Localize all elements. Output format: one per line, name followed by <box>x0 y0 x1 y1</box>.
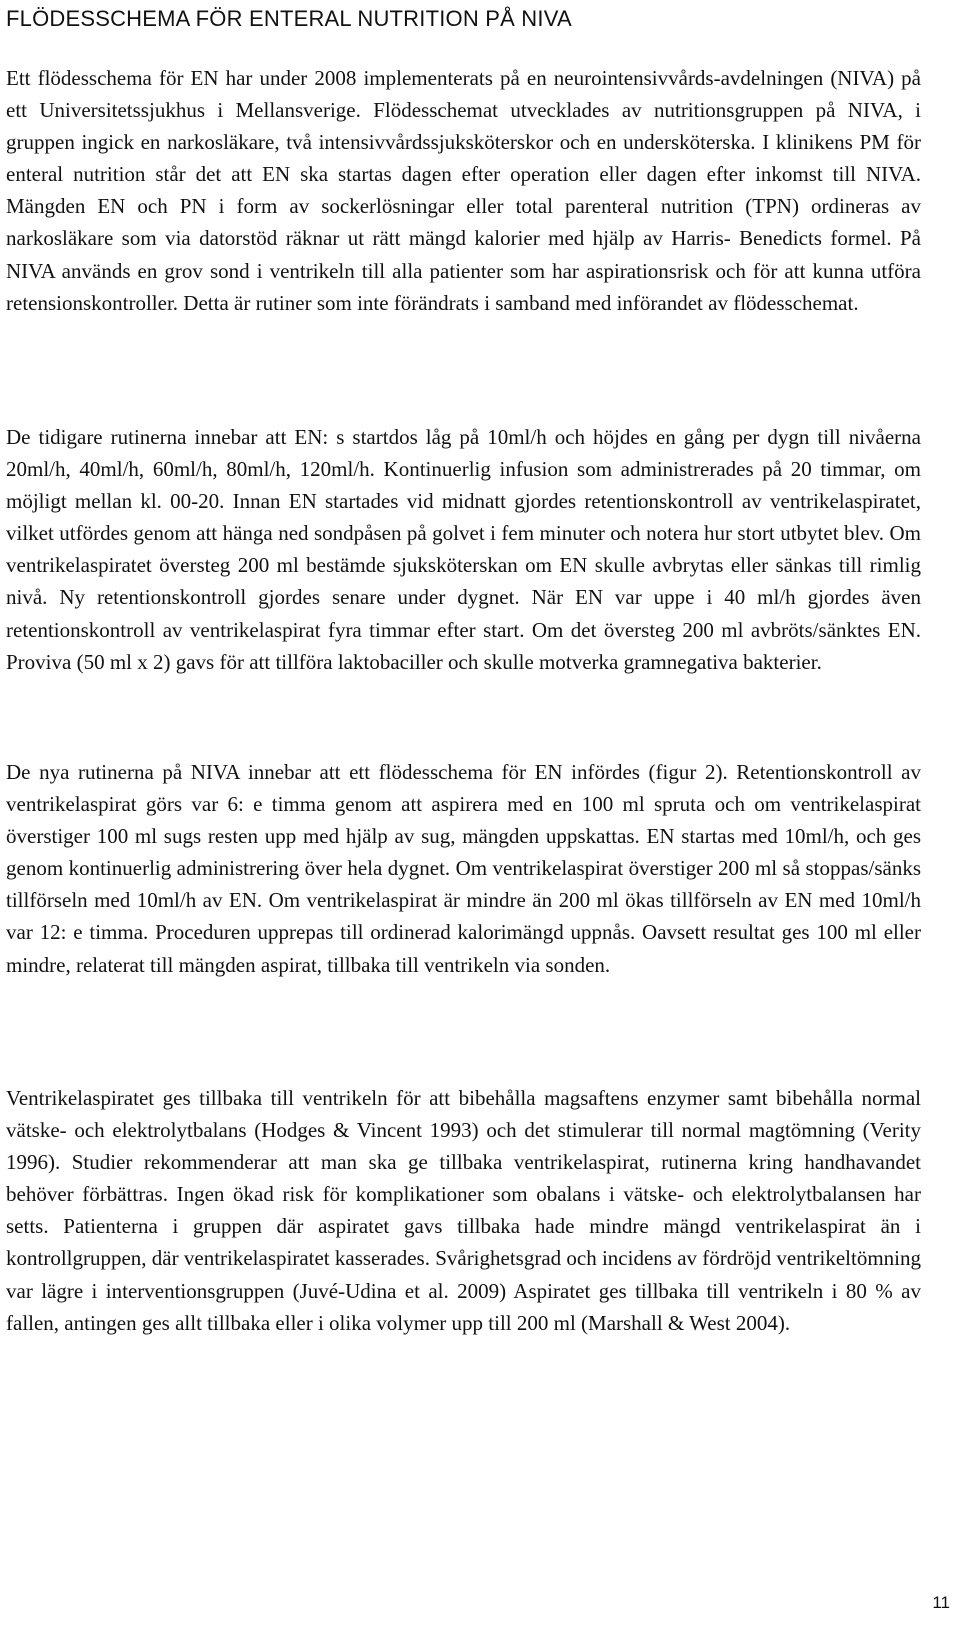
page-number: 11 <box>932 1593 950 1612</box>
body-paragraph-intro: Ett flödesschema för EN har under 2008 implementerats på en neurointensivvårds-avdelningen (NIVA) på ett Universitetssjukhus i Mellansverige. Flödesschemat utvecklades av nutritionsgruppen på NIVA, i gruppen ingick en narkosläkare, två intensivvårdssjuksköterskor och en undersköterska. I klinikens PM för enteral nutrition står det att EN ska startas dagen efter operation eller dagen efter inkomst till NIVA. Mängden EN och PN i form av sockerlösningar eller total parenteral nutrition (TPN) ordineras av narkosläkare som via datorstöd räknar ut rätt mängd kalorier med hjälp av Harris- Benedicts formel. På NIVA används en grov sond i ventrikeln till alla patienter som har aspirationsrisk och för att kunna utföra retensionskontroller. Detta är rutiner som inte förändrats i samband med införandet av flödesschemat. <box>6 66 921 315</box>
body-paragraph-new-routines: De nya rutinerna på NIVA innebar att ett flödesschema för EN infördes (figur 2). Retentionskontroll av ventrikelaspirat görs var 6: e timma genom att aspirera med en 100 ml spruta och om ventrikelaspirat överstiger 100 ml sugs resten upp med hjälp av sug, mängden uppskattas. EN startas med 10ml/h, och ges genom kontinuerlig administrering över hela dygnet. Om ventrikelaspirat överstiger 200 ml så stoppas/sänks tillförseln med 10ml/h av EN. Om ventrikelaspirat är mindre än 200 ml ökas tillförseln av EN med 10ml/h var 12: e timma. Proceduren upprepas till ordinerad kalorimängd uppnås. Oavsett resultat ges 100 ml eller mindre, relaterat till mängden aspirat, tillbaka till ventrikeln via sonden. <box>6 760 921 977</box>
body-paragraph-previous-routines: De tidigare rutinerna innebar att EN: s startdos låg på 10ml/h och höjdes en gång per dygn till nivåerna 20ml/h, 40ml/h, 60ml/h, 80ml/h, 120ml/h. Kontinuerlig infusion som administrerades på 20 timmar, om möjligt mellan kl. 00-20. Innan EN startades vid midnatt gjordes retentionskontroll av ventrikelaspiratet, vilket utfördes genom att hänga ned sondpåsen på golvet i fem minuter och notera hur stort utbytet blev. Om ventrikelaspiratet översteg 200 ml bestämde sjuksköterskan om EN skulle avbrytas eller sänkas till rimlig nivå. Ny retentionskontroll gjordes senare under dygnet. När EN var uppe i 40 ml/h gjordes även retentionskontroll av ventrikelaspirat fyra timmar efter start. Om det översteg 200 ml avbröts/sänktes EN. Proviva (50 ml x 2) gavs för att tillföra laktobaciller och skulle motverka gramnegativa bakterier. <box>6 425 921 674</box>
body-paragraph-aspirate-return: Ventrikelaspiratet ges tillbaka till ventrikeln för att bibehålla magsaftens enzymer samt bibehålla normal vätske- och elektrolytbalans (Hodges & Vincent 1993) och det stimulerar till normal magtömning (Verity 1996). Studier rekommenderar att man ska ge tillbaka ventrikelaspirat, rutinerna kring handhavandet behöver förbättras. Ingen ökad risk för komplikationer som obalans i vätske- och elektrolytbalansen har setts. Patienterna i gruppen där aspiratet gavs tillbaka hade mindre mängd ventrikelaspirat än i kontrollgruppen, där ventrikelaspiratet kasserades. Svårighetsgrad och incidens av fördröjd ventrikeltömning var lägre i interventionsgruppen (Juvé-Udina et al. 2009) Aspiratet ges tillbaka till ventrikeln i 80 % av fallen, antingen ges allt tillbaka eller i olika volymer upp till 200 ml (Marshall & West 2004). <box>6 1086 921 1335</box>
page-title: FLÖDESSCHEMA FÖR ENTERAL NUTRITION PÅ NIVA <box>6 6 572 31</box>
